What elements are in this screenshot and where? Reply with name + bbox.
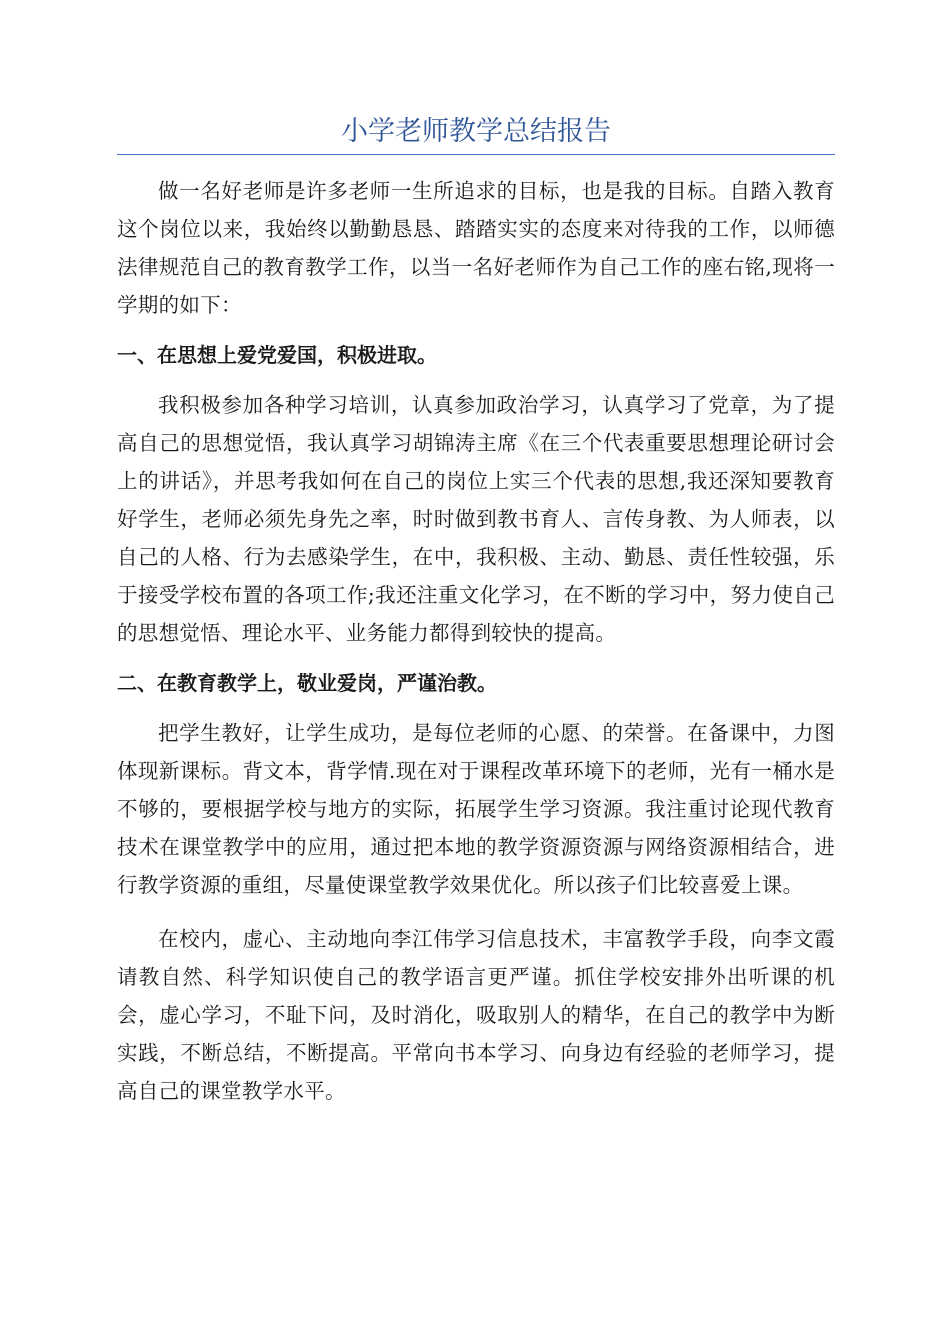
section-1-heading: 一、在思想上爱党爱国，积极进取。 [117, 343, 437, 367]
section-2-paragraph-1: 把学生教好，让学生成功，是每位老师的心愿、的荣誉。在备课中，力图体现新课标。背文本，背学情.现在对于课程改革环境下的老师，光有一桶水是不够的，要根据学校与地方的实际，拓展学生学习资源。我注重讨论现代教育技术在课堂教学中的应用，通过把本地的教学资源资源与网络资源相结合，进行教学资源的重组，尽量使课堂教学效果优化。所以孩子们比较喜爱上课。 [117, 721, 835, 897]
section-1-paragraph: 我积极参加各种学习培训，认真参加政治学习，认真学习了党章，为了提高自己的思想觉悟，我认真学习胡锦涛主席《在三个代表重要思想理论研讨会上的讲话》，并思考我如何在自己的岗位上实三个代表的思想,我还深知要教育好学生，老师必须先身先之率，时时做到教书育人、言传身教、为人师表，以自己的人格、行为去感染学生，在中，我积极、主动、勤恳、责任性较强，乐于接受学校布置的各项工作;我还注重文化学习，在不断的学习中，努力使自己的思想觉悟、理论水平、业务能力都得到较快的提高。 [117, 393, 835, 645]
title-underline [117, 154, 835, 155]
section-2-paragraph-2: 在校内，虚心、主动地向李江伟学习信息技术，丰富教学手段，向李文霞请教自然、科学知识使自己的教学语言更严谨。抓住学校安排外出听课的机会，虚心学习，不耻下问，及时消化，吸取别人的精华，在自己的教学中为断实践，不断总结，不断提高。平常向书本学习、向身边有经验的老师学习，提高自己的课堂教学水平。 [117, 927, 835, 1103]
intro-paragraph: 做一名好老师是许多老师一生所追求的目标，也是我的目标。自踏入教育这个岗位以来，我始终以勤勤恳恳、踏踏实实的态度来对待我的工作，以师德法律规范自己的教育教学工作，以当一名好老师作为自己工作的座右铭,现将一学期的如下： [117, 179, 835, 317]
document-body [117, 172, 835, 1110]
section-2-heading: 二、在教育教学上，敬业爱岗，严谨治教。 [117, 671, 497, 695]
document-title: 小学老师教学总结报告 [341, 116, 611, 147]
